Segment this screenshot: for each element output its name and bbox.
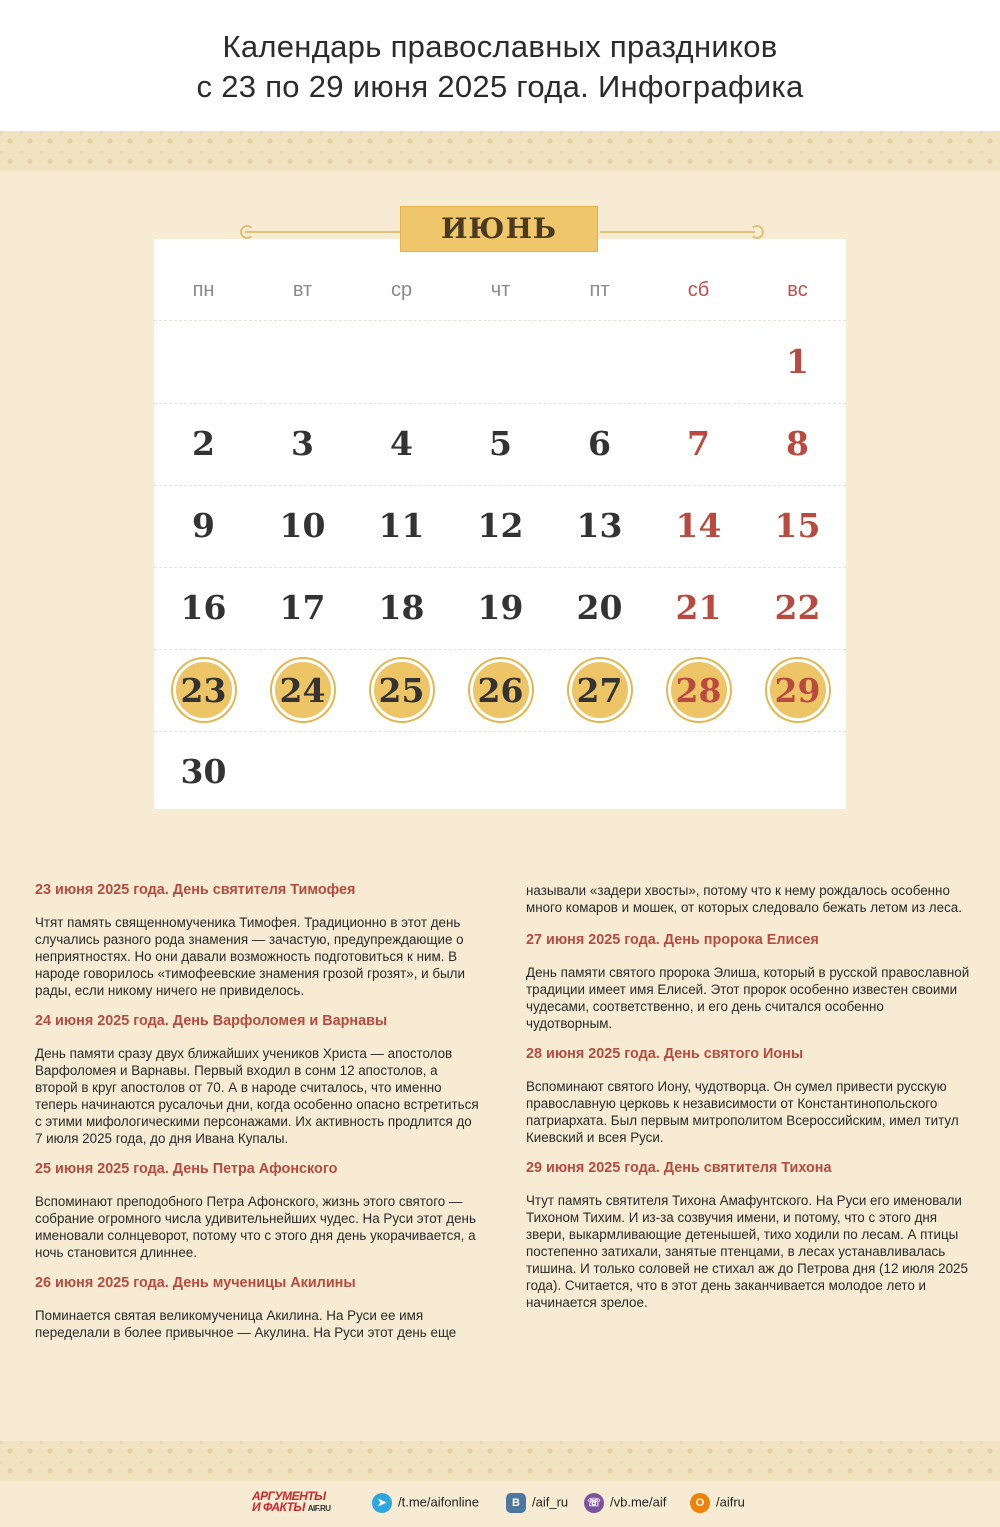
aif-logo[interactable] — [252, 1491, 331, 1514]
holiday-title: 27 июня 2025 года. День пророка Елисея — [526, 932, 819, 948]
calendar-day: 14 — [675, 506, 722, 545]
holiday-title: 26 июня 2025 года. День мученицы Акилины — [35, 1275, 356, 1291]
calendar-day: 5 — [489, 424, 512, 463]
holiday-title: 29 июня 2025 года. День святителя Тихона — [526, 1160, 832, 1176]
calendar-day: 30 — [180, 752, 227, 791]
calendar-day: 7 — [687, 424, 710, 463]
weekday-thu: чт — [490, 279, 511, 301]
calendar-day: 12 — [477, 506, 524, 545]
calendar-day: 8 — [786, 424, 809, 463]
calendar-day: 13 — [576, 506, 623, 545]
calendar-day — [451, 649, 550, 731]
ribbon-decoration-right — [600, 231, 755, 235]
odnoklassniki-icon: О — [690, 1493, 710, 1513]
social-link-text: /aif_ru — [532, 1494, 569, 1510]
holiday-description: Чтут память святителя Тихона Амафунтского. На Руси его именовали Тихоном Тихим. И из-за созвучия имени, и потому, что с этого дня звери, выкармливающие детенышей, тихо ходили по лесам. А птицы постепенно затихали, занятые птенцами, в лесах устанавливалась тишина. И только соловей не стихал аж до Петрова дня (12 июля 2025 года). Считается, что в этот день заканчивается молодое лето и начинается зрелое. — [526, 1193, 968, 1310]
calendar-day: 18 — [378, 588, 425, 627]
highlighted-day-marker: 28 — [668, 659, 730, 721]
highlighted-day-marker: 26 — [470, 659, 532, 721]
row-divider — [154, 731, 846, 732]
calendar-day: 10 — [279, 506, 326, 545]
page-title-line1: Календарь православных праздников — [222, 29, 778, 64]
social-link-text: /vb.me/aif — [610, 1494, 667, 1510]
holiday-description: День памяти сразу двух ближайших учеников Христа — апостолов Варфоломея и Варнавы. Первый входил в сонм 12 апостолов, а второй в круг апостолов от 70. А в народе считалось, что именно теперь начинаются русалочьи дни, когда особенно опасно встретиться с этими мифологическими персонажами. Их активность продлится до 7 июля 2025 года, до дня Ивана Купалы. — [35, 1046, 479, 1146]
ribbon-decoration-left — [245, 231, 400, 235]
holiday-list-right — [526, 882, 971, 1323]
logo-line2 — [252, 1502, 331, 1514]
vk-icon: В — [506, 1493, 526, 1513]
holiday-description: Поминается святая великомученица Акилина. На Руси ее имя переделали в более привычное — Акулина. На Руси этот день еще — [35, 1308, 457, 1340]
calendar-day: 3 — [291, 424, 314, 463]
viber-icon: ☏ — [584, 1493, 604, 1513]
holiday-title: 28 июня 2025 года. День святого Ионы — [526, 1046, 804, 1062]
weekday-wed: ср — [390, 279, 413, 301]
social-link-text: /t.me/aifonline — [398, 1494, 479, 1510]
ornament-band-top — [0, 131, 1000, 171]
holiday-description-continued: называли «задери хвосты», потому что к нему рождалось особенно много комаров и мошек, от которых следовало бежать летом из леса. — [526, 883, 962, 915]
calendar-day: 1 — [786, 342, 809, 381]
calendar-grid — [154, 239, 846, 809]
holiday-entry — [35, 1159, 480, 1261]
social-link-vk[interactable] — [506, 1493, 568, 1513]
holiday-list-left — [35, 880, 480, 1353]
holiday-description: День памяти святого пророка Элиша, который в русской православной традиции имеет имя Елисей. Этот пророк особенно известен своими чудесами, соответственно, и его день считался особенно чудотворным. — [526, 965, 970, 1031]
holiday-title: 24 июня 2025 года. День Варфоломея и Варнавы — [35, 1013, 388, 1029]
calendar-day: 20 — [576, 588, 623, 627]
calendar-day: 22 — [774, 588, 821, 627]
calendar-day: 9 — [192, 506, 215, 545]
calendar-day — [649, 649, 748, 731]
calendar-day — [154, 649, 253, 731]
weekday-sat: сб — [687, 279, 710, 301]
calendar-day: 11 — [378, 506, 425, 545]
holiday-title: 23 июня 2025 года. День святителя Тимофея — [35, 882, 356, 898]
page-title-line2: с 23 по 29 июня 2025 года. Инфографика — [196, 69, 804, 104]
highlighted-day-marker: 25 — [371, 659, 433, 721]
calendar-day: 17 — [279, 588, 326, 627]
calendar-day: 2 — [192, 424, 215, 463]
calendar-day: 6 — [588, 424, 611, 463]
weekday-sun: вс — [787, 279, 808, 301]
social-link-telegram[interactable] — [372, 1493, 479, 1513]
social-link-viber[interactable] — [584, 1493, 666, 1513]
social-link-odnoklassniki[interactable] — [690, 1493, 745, 1513]
calendar-day: 21 — [675, 588, 722, 627]
calendar-day: 15 — [774, 506, 821, 545]
calendar-day: 19 — [477, 588, 524, 627]
holiday-title: 25 июня 2025 года. День Петра Афонского — [35, 1161, 338, 1177]
calendar-day — [253, 649, 352, 731]
header — [0, 0, 1000, 131]
holiday-description: Вспоминают святого Иону, чудотворца. Он сумел привести русскую православную церковь к независимости от Константинопольского патриархата. Был первым митрополитом Всероссийским, имел титул Киевский и всея Руси. — [526, 1079, 959, 1145]
weekday-mon: пн — [192, 279, 215, 301]
highlighted-day-marker: 23 — [173, 659, 235, 721]
calendar-day — [748, 649, 847, 731]
holiday-entry — [526, 1158, 971, 1311]
logo-line2-text: И ФАКТЫ — [252, 1500, 305, 1514]
highlighted-day-marker: 29 — [767, 659, 829, 721]
footer — [0, 1488, 1000, 1518]
calendar-day — [550, 649, 649, 731]
logo-site: AIF.RU — [307, 1504, 331, 1513]
logo-line1: АРГУМЕНТЫ — [252, 1489, 326, 1503]
holiday-description: Чтят память священномученика Тимофея. Традиционно в этот день случались разного рода знамения — зачастую, предупреждающие о неприятностях. Но они давали возможность подготовиться к ним. В народе говорилось «тимофеевские знамения грозой грозят», и были рады, если никому ничего не привиделось. — [35, 915, 465, 998]
holiday-entry — [35, 880, 480, 999]
ornament-band-bottom — [0, 1441, 1000, 1481]
highlighted-day-marker: 24 — [272, 659, 334, 721]
holiday-entry — [526, 930, 971, 1032]
holiday-description: Вспоминают преподобного Петра Афонского, жизнь этого святого — собрание огромного числа удивительнейших чудес. На Руси этот день именовали солнцеворот, потому что с этого дня день укорачивается, а ночь становится длиннее. — [35, 1194, 476, 1260]
holiday-entry — [526, 1044, 971, 1146]
holiday-entry — [35, 1273, 480, 1341]
weekday-fri: пт — [589, 279, 610, 301]
highlighted-day-marker: 27 — [569, 659, 631, 721]
weekday-tue: вт — [292, 279, 313, 301]
calendar-day: 16 — [180, 588, 227, 627]
holiday-entry — [35, 1011, 480, 1147]
ribbon-curl-right — [750, 225, 764, 239]
month-label: ИЮНЬ — [400, 206, 598, 252]
telegram-icon: ➤ — [372, 1493, 392, 1513]
social-link-text: /aifru — [716, 1494, 745, 1510]
calendar-day — [352, 649, 451, 731]
calendar-day: 4 — [390, 424, 413, 463]
ribbon-curl-left — [240, 225, 254, 239]
